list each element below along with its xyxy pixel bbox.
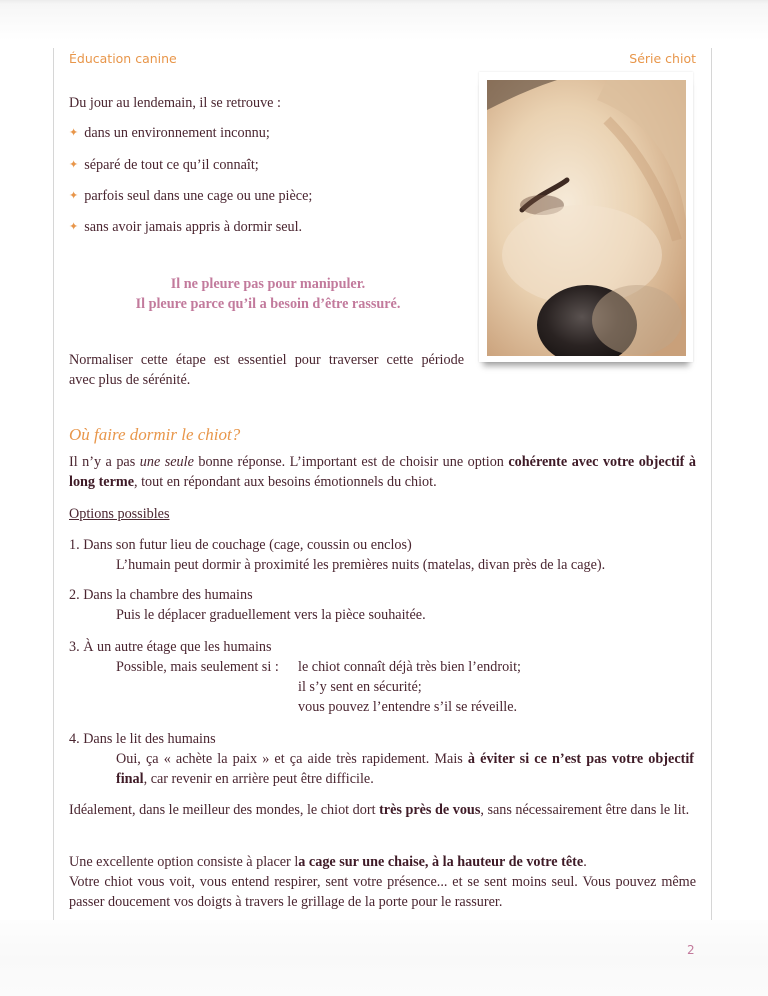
- bullet-item: [69, 123, 270, 144]
- closing-paragraph: Votre chiot vous voit, vous entend respirer, sent votre présence... et se sent moins seul. Vous pouvez même passer doucement vos doigts à travers le grillage de la porte pour le rassurer.: [69, 874, 696, 910]
- option-4-text: , car revenir en arrière peut être difficile.: [143, 771, 374, 787]
- bullet-item: [69, 155, 259, 176]
- bullet-text: séparé de tout ce qu’il connaît;: [84, 157, 259, 173]
- sparkle-bullet-icon: ✦: [69, 127, 79, 139]
- bullet-text: parfois seul dans une cage ou une pièce;: [84, 188, 313, 204]
- intro-text: Il n’y a pas: [69, 454, 140, 470]
- normalize-line-2: avec plus de sérénité.: [69, 372, 191, 388]
- option-4-bold: à éviter si ce n’est pas votre objectif final: [116, 751, 695, 787]
- option-1-detail: L’humain peut dormir à proximité les premières nuits (matelas, divan près de la cage).: [116, 557, 606, 573]
- option-3-title: 3. À un autre étage que les humains: [69, 639, 272, 655]
- excellent-text: Une excellente option consiste à placer l: [69, 854, 299, 870]
- excellent-option: [69, 852, 587, 872]
- options-heading: Options possibles: [69, 506, 170, 522]
- bullet-item: [69, 186, 312, 207]
- pull-quote-line-2: Il pleure parce qu’il a besoin d’être rassuré.: [135, 296, 401, 312]
- option-4-detail: [116, 749, 694, 789]
- bullet-item: [69, 217, 302, 238]
- puppy-photo: [487, 80, 686, 356]
- sparkle-bullet-icon: ✦: [69, 190, 79, 202]
- excellent-bold: a cage sur une chaise, à la hauteur de votre tête: [298, 854, 584, 870]
- sleeping-puppy-illustration: [487, 80, 686, 356]
- intro-emphasis: une seule: [139, 454, 194, 470]
- section-title: Où faire dormir le chiot?: [69, 425, 241, 444]
- left-margin-rule: [53, 48, 54, 920]
- intro-lead: Du jour au lendemain, il se retrouve :: [69, 95, 281, 111]
- excellent-text: .: [583, 854, 587, 870]
- option-1-title: 1. Dans son futur lieu de couchage (cage, coussin ou enclos): [69, 537, 412, 553]
- viewer-top-shadow: [0, 0, 768, 40]
- sparkle-bullet-icon: ✦: [69, 159, 79, 171]
- option-2-title: 2. Dans la chambre des humains: [69, 587, 253, 603]
- pull-quote-line-1: Il ne pleure pas pour manipuler.: [170, 276, 366, 292]
- option-4-text: Oui, ça « achète la paix » et ça aide très rapidement. Mais: [116, 751, 468, 767]
- ideal-text: Idéalement, dans le meilleur des mondes, le chiot dort: [69, 802, 380, 818]
- normalize-line-1: Normaliser cette étape est essentiel pour traverser cette période: [69, 352, 464, 368]
- option-4-title: 4. Dans le lit des humains: [69, 731, 216, 747]
- option-3-detail: Possible, mais seulement si :: [116, 659, 279, 675]
- bullet-text: sans avoir jamais appris à dormir seul.: [84, 219, 303, 235]
- option-2-detail: Puis le déplacer graduellement vers la pièce souhaitée.: [116, 607, 426, 623]
- section-intro: [69, 452, 696, 492]
- option-3-condition: le chiot connaît déjà très bien l’endroit;: [298, 659, 521, 675]
- running-header-left: Éducation canine: [69, 51, 177, 66]
- pull-quote: [70, 274, 466, 314]
- puppy-photo-frame: [479, 72, 693, 362]
- sparkle-bullet-icon: ✦: [69, 221, 79, 233]
- intro-bold: cohérente avec votre objectif à long terme: [69, 454, 696, 490]
- option-3-condition: vous pouvez l’entendre s’il se réveille.: [298, 699, 518, 715]
- ideal-paragraph: [69, 800, 696, 820]
- option-3-condition: il s’y sent en sécurité;: [298, 679, 422, 695]
- page-bottom-area: [0, 920, 768, 996]
- ideal-bold: très près de vous: [379, 802, 481, 818]
- ideal-text: , sans nécessairement être dans le lit.: [480, 802, 690, 818]
- running-header-right: Série chiot: [629, 51, 696, 66]
- right-margin-rule: [711, 48, 712, 920]
- page-number: 2: [687, 943, 695, 957]
- intro-text: bonne réponse. L’important est de choisir une option: [193, 454, 509, 470]
- intro-text: , tout en répondant aux besoins émotionnels du chiot.: [134, 474, 437, 490]
- bullet-text: dans un environnement inconnu;: [84, 125, 270, 141]
